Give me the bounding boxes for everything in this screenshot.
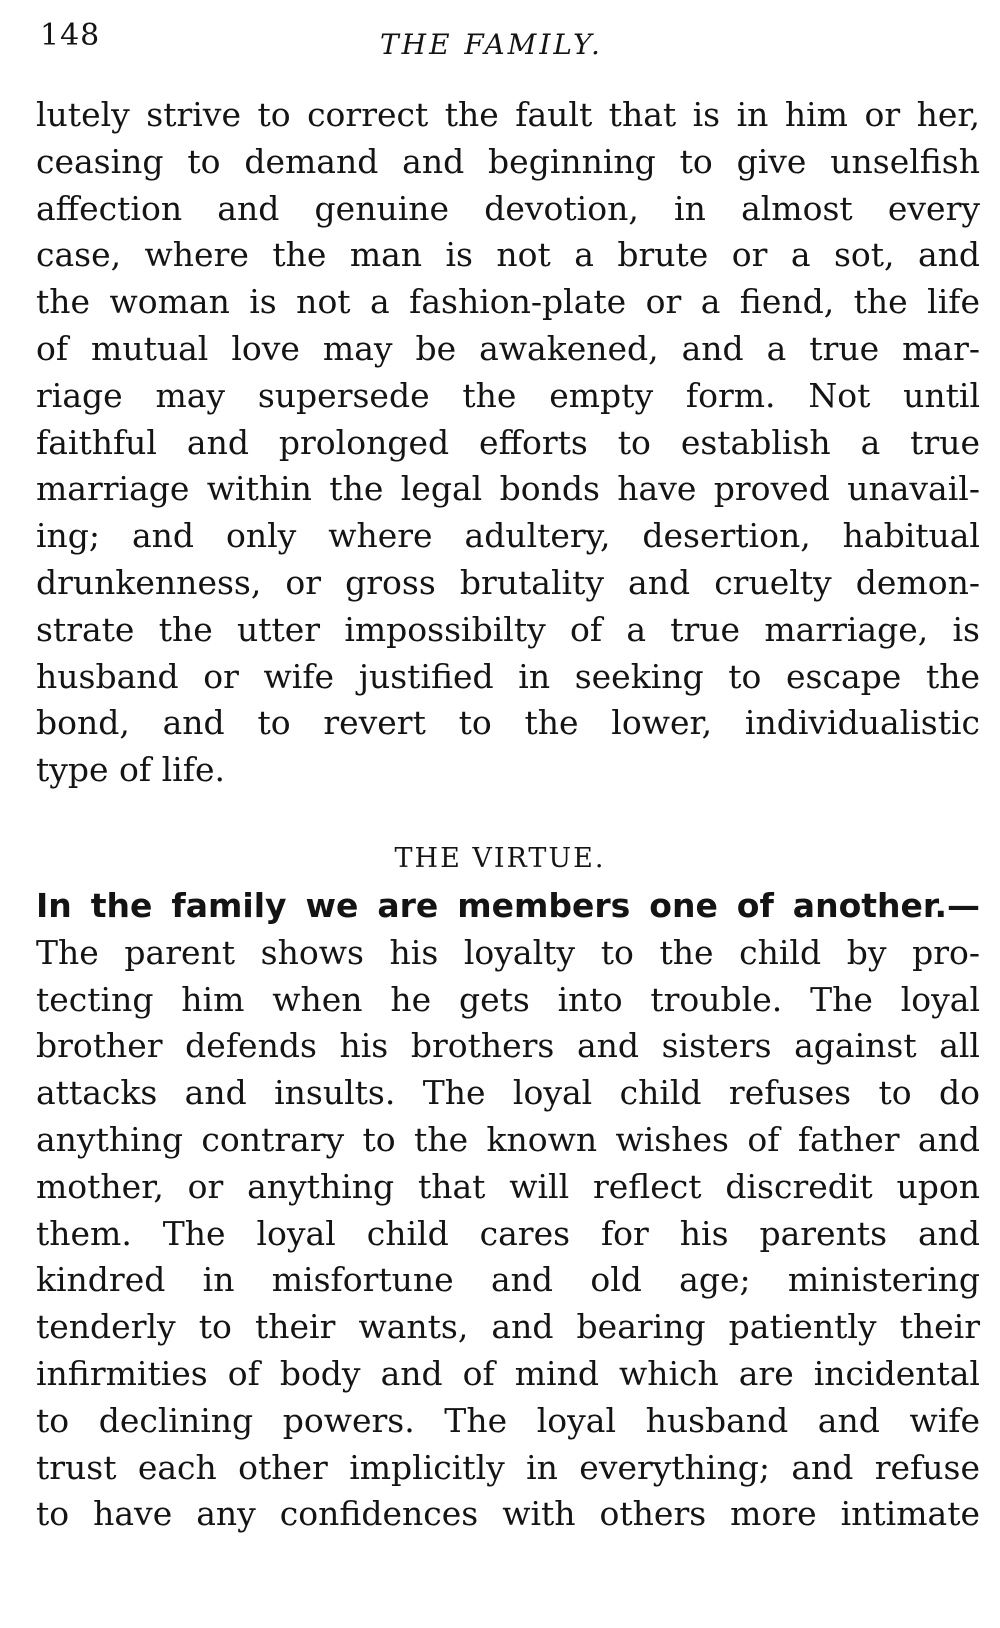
text-line: of mutual love may be awakened, and a true mar-	[36, 328, 980, 368]
text-line: affection and genuine devotion, in almost every	[36, 188, 980, 228]
text-line: trust each other implicitly in everything; and refuse	[36, 1447, 980, 1487]
text-line: ing; and only where adultery, desertion, habitual	[36, 516, 980, 556]
text-line: lutely strive to correct the fault that is in him or her,	[36, 95, 980, 134]
text-line: type of life.	[36, 750, 225, 790]
section-heading: THE VIRTUE.	[394, 843, 606, 874]
text-line: to declining powers. The loyal husband and wife	[36, 1400, 980, 1440]
running-title: THE FAMILY.	[380, 28, 603, 61]
text-line: attacks and insults. The loyal child refuses to do	[36, 1073, 980, 1113]
text-line: ceasing to demand and beginning to give unselfish	[36, 141, 980, 181]
text-line: anything contrary to the known wishes of father and	[36, 1119, 980, 1159]
text-line: the woman is not a fashion-plate or a fiend, the life	[36, 282, 980, 322]
text-line: riage may supersede the empty form. Not until	[36, 375, 980, 415]
text-line: infirmities of body and of mind which are incidental	[36, 1353, 980, 1393]
paragraph-virtue	[36, 883, 980, 1538]
text-line: bond, and to revert to the lower, individualistic	[36, 703, 980, 743]
text-line: husband or wife justified in seeking to escape the	[36, 656, 980, 696]
paragraph-marriage	[36, 92, 980, 794]
text-line: to have any confidences with others more intimate	[36, 1494, 980, 1534]
text-line: kindred in misfortune and old age; ministering	[36, 1260, 980, 1300]
text-line: tenderly to their wants, and bearing patiently their	[36, 1307, 980, 1347]
text-line: case, where the man is not a brute or a sot, and	[36, 235, 980, 275]
lead-sentence: In the family we are members one of another.—	[36, 886, 980, 925]
text-line: faithful and prolonged efforts to establish a true	[36, 422, 980, 462]
text-line: mother, or anything that will reflect discredit upon	[36, 1166, 980, 1206]
page-number: 148	[40, 18, 101, 53]
text-line: brother defends his brothers and sisters against all	[36, 1026, 980, 1066]
text-line: tecting him when he gets into trouble. The loyal	[36, 979, 980, 1019]
text-line: The parent shows his loyalty to the child by pro-	[36, 932, 980, 972]
text-line: strate the utter impossibilty of a true marriage, is	[36, 609, 980, 649]
text-line: them. The loyal child cares for his parents and	[36, 1213, 980, 1253]
page-header	[0, 18, 1000, 78]
text-line: marriage within the legal bonds have proved unavail-	[36, 469, 980, 509]
text-line: drunkenness, or gross brutality and cruelty demon-	[36, 562, 980, 602]
